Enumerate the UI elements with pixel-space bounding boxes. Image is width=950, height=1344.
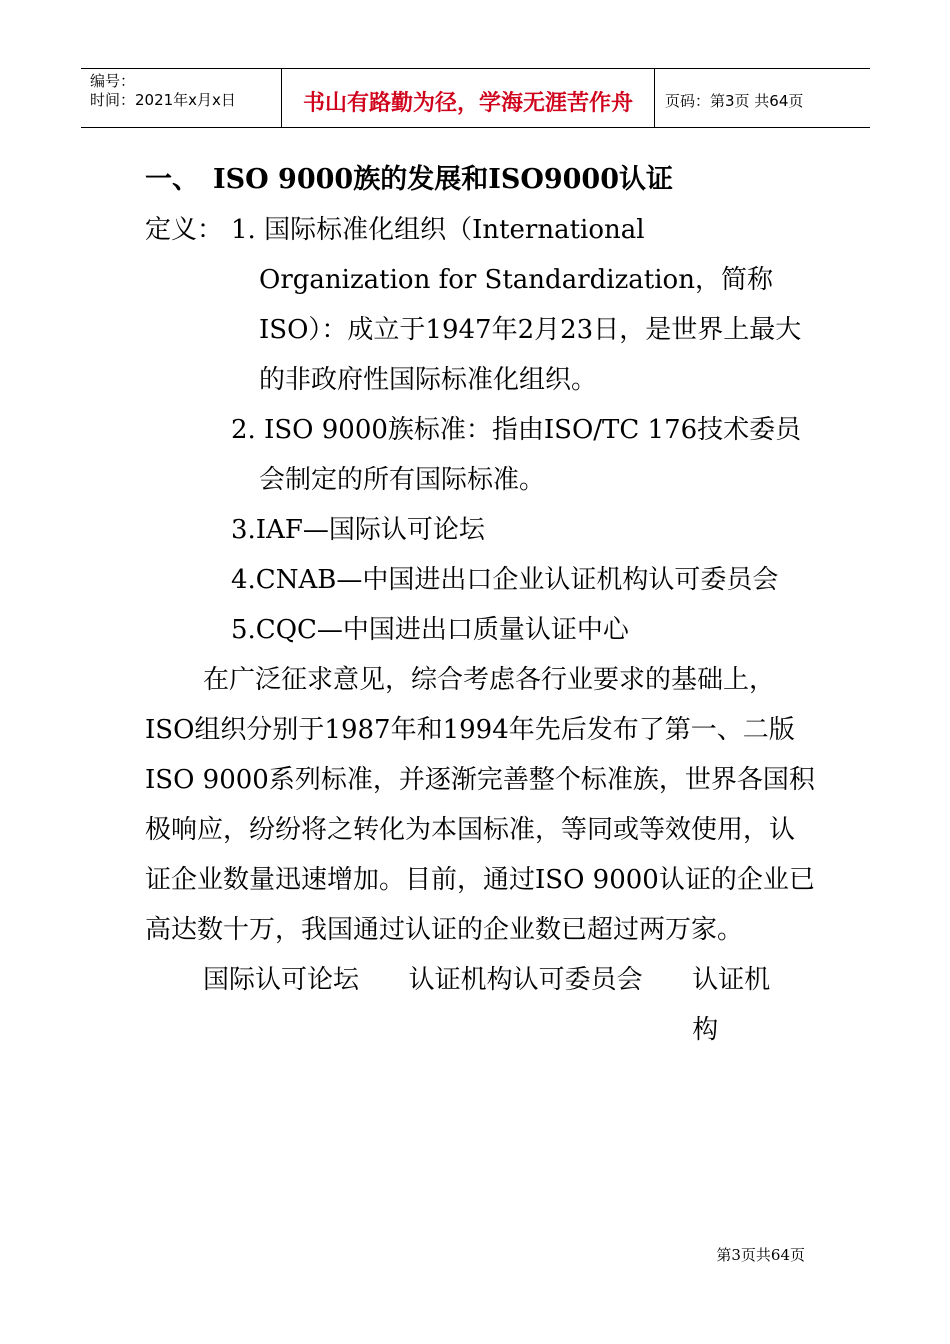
definition-item: 2. ISO 9000族标准：指由ISO/TC 176技术委员会制定的所有国际标准。 <box>231 415 802 495</box>
definitions <box>145 205 815 655</box>
motto-text: 书山有路勤为径，学海无涯苦作舟 <box>302 90 633 116</box>
section-heading <box>145 155 815 205</box>
header-page-info <box>655 69 870 127</box>
section-title: ISO 9000族的发展和ISO9000认证 <box>213 164 673 195</box>
org-chain <box>145 955 815 1055</box>
org-chain-item: 认证机构 <box>692 965 771 1045</box>
definitions-label: 定义： <box>145 215 224 245</box>
header-motto <box>282 69 655 127</box>
document-time-label: 时间：2021年x月x日 <box>90 91 236 109</box>
org-chain-item: 国际认可论坛 <box>203 965 360 995</box>
page-footer: 第3页共64页 <box>716 1246 805 1264</box>
page-header <box>81 68 870 128</box>
page-info-text: 页码：第3页 共64页 <box>665 91 804 110</box>
definition-item: 5.CQC—中国进出口质量认证中心 <box>231 615 629 645</box>
definition-item: 3.IAF—国际认可论坛 <box>231 515 485 545</box>
org-chain-item: 认证机构认可委员会 <box>408 965 643 995</box>
section-number: 一、 <box>145 164 199 195</box>
definition-item: 1. 国际标准化组织（International Organization for Standardization，简称ISO）：成立于1947年2月23日，是世界上最大的非政府性国际标准化组织。 <box>231 215 802 395</box>
document-body <box>145 155 815 1055</box>
document-number-label: 编号： <box>90 72 136 90</box>
header-meta <box>81 69 282 127</box>
body-paragraph: 在广泛征求意见，综合考虑各行业要求的基础上，ISO组织分别于1987年和1994年先后发布了第一、二版ISO 9000系列标准，并逐渐完善整个标准族，世界各国积极响应，纷纷将之转化为本国标准，等同或等效使用，认证企业数量迅速增加。目前，通过ISO 9000认证的企业已高达数十万，我国通过认证的企业数已超过两万家。 <box>145 665 815 945</box>
definition-item: 4.CNAB—中国进出口企业认证机构认可委员会 <box>231 565 779 595</box>
definitions-list <box>231 205 815 655</box>
